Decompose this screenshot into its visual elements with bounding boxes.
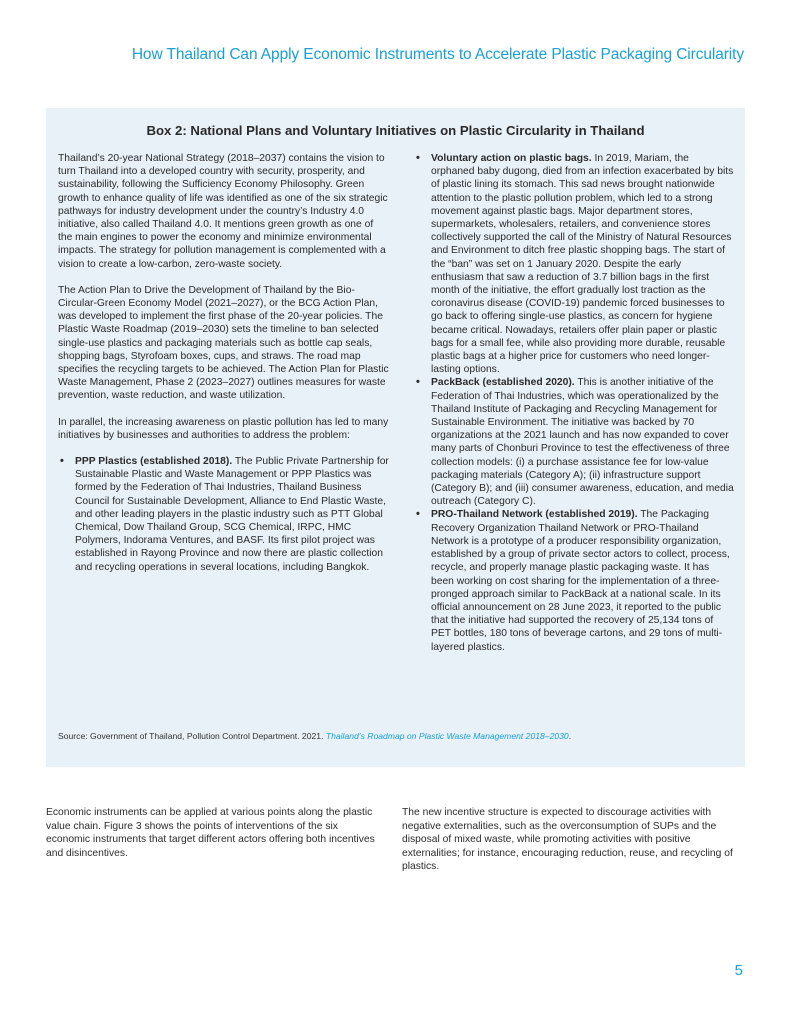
body-paragraph-right: The new incentive structure is expected to discourage activities with negative externalities, such as the overconsumption of SUPs and the disposal of mixed waste, while promoting activities with positive externalities; for instance, encouraging reduction, reuse, and recycling of plastics. (402, 807, 733, 873)
list-item (414, 376, 734, 508)
bullet-text: This is another initiative of the Federation of Thai Industries, which was operationalized by the Thailand Institute of Packaging and Recycling Management for Sustainable Environment. The initiative was backed by 70 organizations at the 2021 launch and has now expanded to cover many parts of Chonburi Province to test the effectiveness of three collection models: (i) a purchase assistance fee for low-value packaging materials (Category A); (ii) infrastructure support (Category B); and (iii) consumer awareness, education, and media outreach (Category C). (431, 377, 734, 508)
right-bullet-list (414, 152, 734, 654)
bullet-text: The Public Private Partnership for Sustainable Plastic and Waste Management or PPP Plastics was formed by the Federation of Thai Industries, Thailand Business Council for Sustainable Development, Alliance to End Plastic Waste, and other leading players in the plastic industry such as PTT Global Chemical, Dow Thailand Group, SCG Chemical, IRPC, HMC Polymers, Indorama Ventures, and BASF. Its first pilot project was established in Rayong Province and now there are plastic collection and recycling operations in several locations, including Bangkok. (75, 456, 389, 573)
bullet-text: The Packaging Recovery Organization Thailand Network or PRO-Thailand Network is a prototype of a producer responsibility organization, established by a group of private sector actors to collect, process, recycle, and properly manage plastic packaging waste. It has been working on cost sharing for the implementation of a three-pronged approach similar to PackBack at a national scale. In its official announcement on 28 June 2023, it reported to the public that the initiative had supported the recovery of 25,134 tons of PET bottles, 180 tons of beverage cartons, and 29 tons of multi-layered plastics. (431, 509, 730, 653)
bullet-icon: • (416, 508, 420, 521)
body-paragraph-left: Economic instruments can be applied at various points along the plastic value chain. Figure 3 shows the points of interventions of the six economic instruments that target different actors offering both incentives and disincentives. (46, 807, 375, 859)
box-right-column (414, 152, 734, 654)
info-box (46, 108, 745, 767)
box-paragraph: The Action Plan to Drive the Development of Thailand by the Bio-Circular-Green Economy Model (2021–2027), or the BCG Action Plan, was developed to implement the first phase of the 20-year policies. The Plastic Waste Roadmap (2019–2030) sets the timeline to ban selected single-use plastics and packaging materials such as bottle cap seals, shopping bags, Styrofoam boxes, cups, and straws. The road map specifies the recycling targets to be achieved. The Action Plan for Plastic Waste Management, Phase 2 (2023–2027) outlines measures for waste prevention, waste reduction, and waste utilization. (58, 284, 389, 402)
source-link[interactable]: Thailand’s Roadmap on Plastic Waste Management 2018–2030 (325, 731, 569, 741)
left-bullet-list (58, 455, 390, 574)
bullet-heading: Voluntary action on plastic bags. (431, 153, 592, 164)
page-number: 5 (734, 962, 743, 979)
list-item (414, 152, 734, 376)
bullet-heading: PRO-Thailand Network (established 2019). (431, 509, 638, 521)
box-paragraph: In parallel, the increasing awareness on plastic pollution has led to many initiatives by businesses and authorities to address the problem: (58, 416, 389, 441)
bullet-icon: • (416, 376, 420, 389)
source-note (58, 731, 571, 741)
bullet-icon: • (60, 455, 64, 468)
source-suffix: . (568, 731, 572, 741)
list-item (58, 455, 390, 574)
box-title: Box 2: National Plans and Voluntary Initiatives on Plastic Circularity in Thailand (146, 123, 645, 138)
box-left-column (58, 152, 390, 574)
bullet-icon: • (416, 152, 420, 164)
box-paragraph: Thailand’s 20-year National Strategy (2018–2037) contains the vision to turn Thailand into a developed country with security, prosperity, and sustainability, following the Sufficiency Economy Philosophy. Green growth to enhance quality of life was identified as one of the six strategic pathways for industry development under the country’s Industry 4.0 initiative, also called Thailand 4.0. It mentions green growth as one of the main engines to power the economy and minimize environmental impacts. The strategy for pollution management is complemented with a vision to create a low-carbon, zero-waste society. (58, 153, 388, 270)
bullet-text: In 2019, Mariam, the orphaned baby dugong, died from an infection exacerbated by bits of plastic lining its stomach. This sad news brought nationwide attention to the plastic pollution problem, which led to a strong movement against plastic bags. Major department stores, supermarkets, wholesalers, retailers, and convenience stores collectively supported the call of the Ministry of Natural Resources and Environment to ditch free plastic shopping bags. The start of the “ban” was set on 1 January 2020. Despite the early enthusiasm that saw a reduction of 3.7 billion bags in the first month of the initiative, the effort gradually lost traction as the coronavirus disease (COVID-19) pandemic forced businesses to go back to offering single-use plastics, as concern for hygiene became critical. Nowadays, retailers offer plain paper or plastic bags for a small fee, while also providing more durable, reusable plastic bags at a higher price for customers who need longer-lasting options. (431, 153, 734, 376)
list-item (414, 508, 734, 653)
bullet-heading: PackBack (established 2020). (431, 377, 575, 389)
source-prefix: Source: Government of Thailand, Pollution Control Department. 2021. (58, 731, 326, 741)
running-header-title: How Thailand Can Apply Economic Instruments to Accelerate Plastic Packaging Circularity (131, 46, 744, 63)
bullet-heading: PPP Plastics (established 2018). (75, 456, 233, 468)
